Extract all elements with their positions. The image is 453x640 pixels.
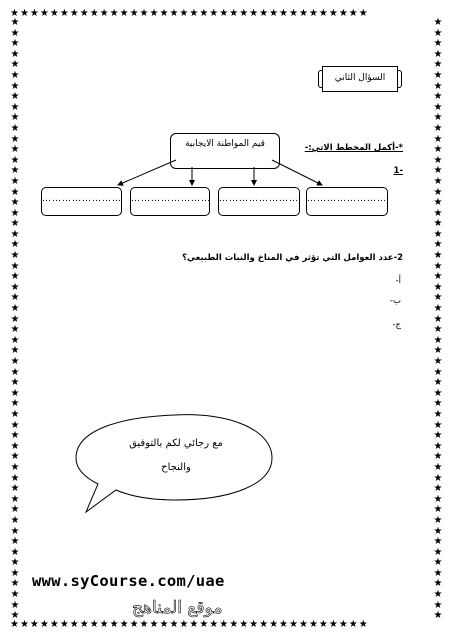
blank-box-2: …………………… (130, 187, 210, 216)
q1-number: -1 (393, 166, 403, 176)
q2-question: 2-عدد العوامل التي تؤثر في المناخ والنبات الطبيعي؟ (182, 253, 403, 263)
blank-box-1: …………………… (41, 187, 122, 216)
q1-instruction: *-أكمل المخطط الاتي:- (304, 143, 403, 153)
border-stars-left: ★ ★ ★ ★ ★ ★ ★ ★ ★ ★ ★ ★ ★ ★ ★ ★ ★ ★ ★ ★ ★ ★ ★ ★ ★ ★ ★ ★ ★ ★ ★ ★ ★ ★ ★ ★ ★ ★ ★ ★ ★ ★ ★ ★ ★ ★ ★ ★ ★ ★ ★ ★ ★ ★ ★ ★ ★ (10, 18, 20, 621)
section-title: السؤال الثاني (334, 73, 386, 83)
border-stars-right: ★ ★ ★ ★ ★ ★ ★ ★ ★ ★ ★ ★ ★ ★ ★ ★ ★ ★ ★ ★ ★ ★ ★ ★ ★ ★ ★ ★ ★ ★ ★ ★ ★ ★ ★ ★ ★ ★ ★ ★ ★ ★ ★ ★ ★ ★ ★ ★ ★ ★ ★ ★ ★ ★ ★ ★ ★ (433, 18, 443, 621)
border-stars-top: ★★★★★★★★★★★★★★★★★★★★★★★★★★★★★★★★★★★★ (10, 8, 369, 19)
q2-item-c: ج- (392, 320, 401, 330)
blank-box-3: …………………… (218, 187, 300, 216)
bubble-line-1: مع رجائي لكم بالتوفيق (129, 438, 223, 449)
bubble-line-2: والنجاح (161, 462, 191, 473)
blank-box-4: …………………… (306, 187, 388, 216)
q2-item-b: ب- (389, 296, 401, 306)
concept-label: قيم المواطنة الايجابية (185, 139, 265, 149)
footer-url: www.syCourse.com/uae (32, 572, 225, 590)
border-stars-bottom: ★★★★★★★★★★★★★★★★★★★★★★★★★★★★★★★★★★★★ (10, 619, 369, 630)
watermark: موقع المناهج (132, 598, 223, 618)
q2-item-a: أ- (395, 276, 401, 286)
